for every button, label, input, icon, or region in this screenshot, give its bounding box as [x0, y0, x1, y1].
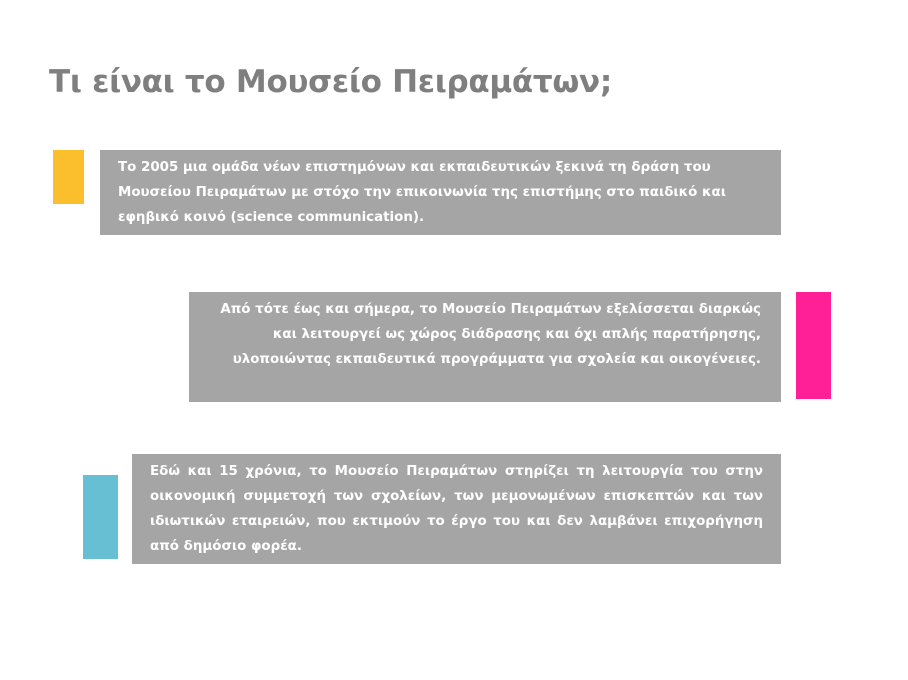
slide-title: Τι είναι το Μουσείο Πειραμάτων; — [49, 64, 612, 100]
paragraph-3: Εδώ και 15 χρόνια, το Μουσείο Πειραμάτων στηρίζει τη λειτουργία του στην οικονομική συμμετοχή των σχολείων, των μεμονωμένων επισκεπτών και των ιδιωτικών εταιρειών, που εκτιμούν το έργο του και δεν λαμβάνει επιχορήγηση από δημόσιο φορέα. — [150, 464, 763, 554]
text-box-3 — [132, 454, 781, 564]
text-box-2 — [189, 292, 781, 402]
text-box-1 — [100, 150, 781, 235]
accent-bar-yellow — [53, 150, 84, 204]
accent-bar-blue — [83, 475, 118, 559]
accent-bar-pink — [796, 292, 831, 399]
paragraph-2: Από τότε έως και σήμερα, το Μουσείο Πειραμάτων εξελίσσεται διαρκώς και λειτουργεί ως χώρος διάδρασης και όχι απλής παρατήρησης, υλοποιώντας εκπαιδευτικά προγράμματα για σχολεία και οικογένειες. — [220, 302, 761, 367]
paragraph-1: Το 2005 μια ομάδα νέων επιστημόνων και εκπαιδευτικών ξεκινά τη δράση του Μουσείου Πειραμάτων με στόχο την επικοινωνία της επιστήμης στο παιδικό και εφηβικό κοινό (science communication). — [118, 160, 726, 225]
